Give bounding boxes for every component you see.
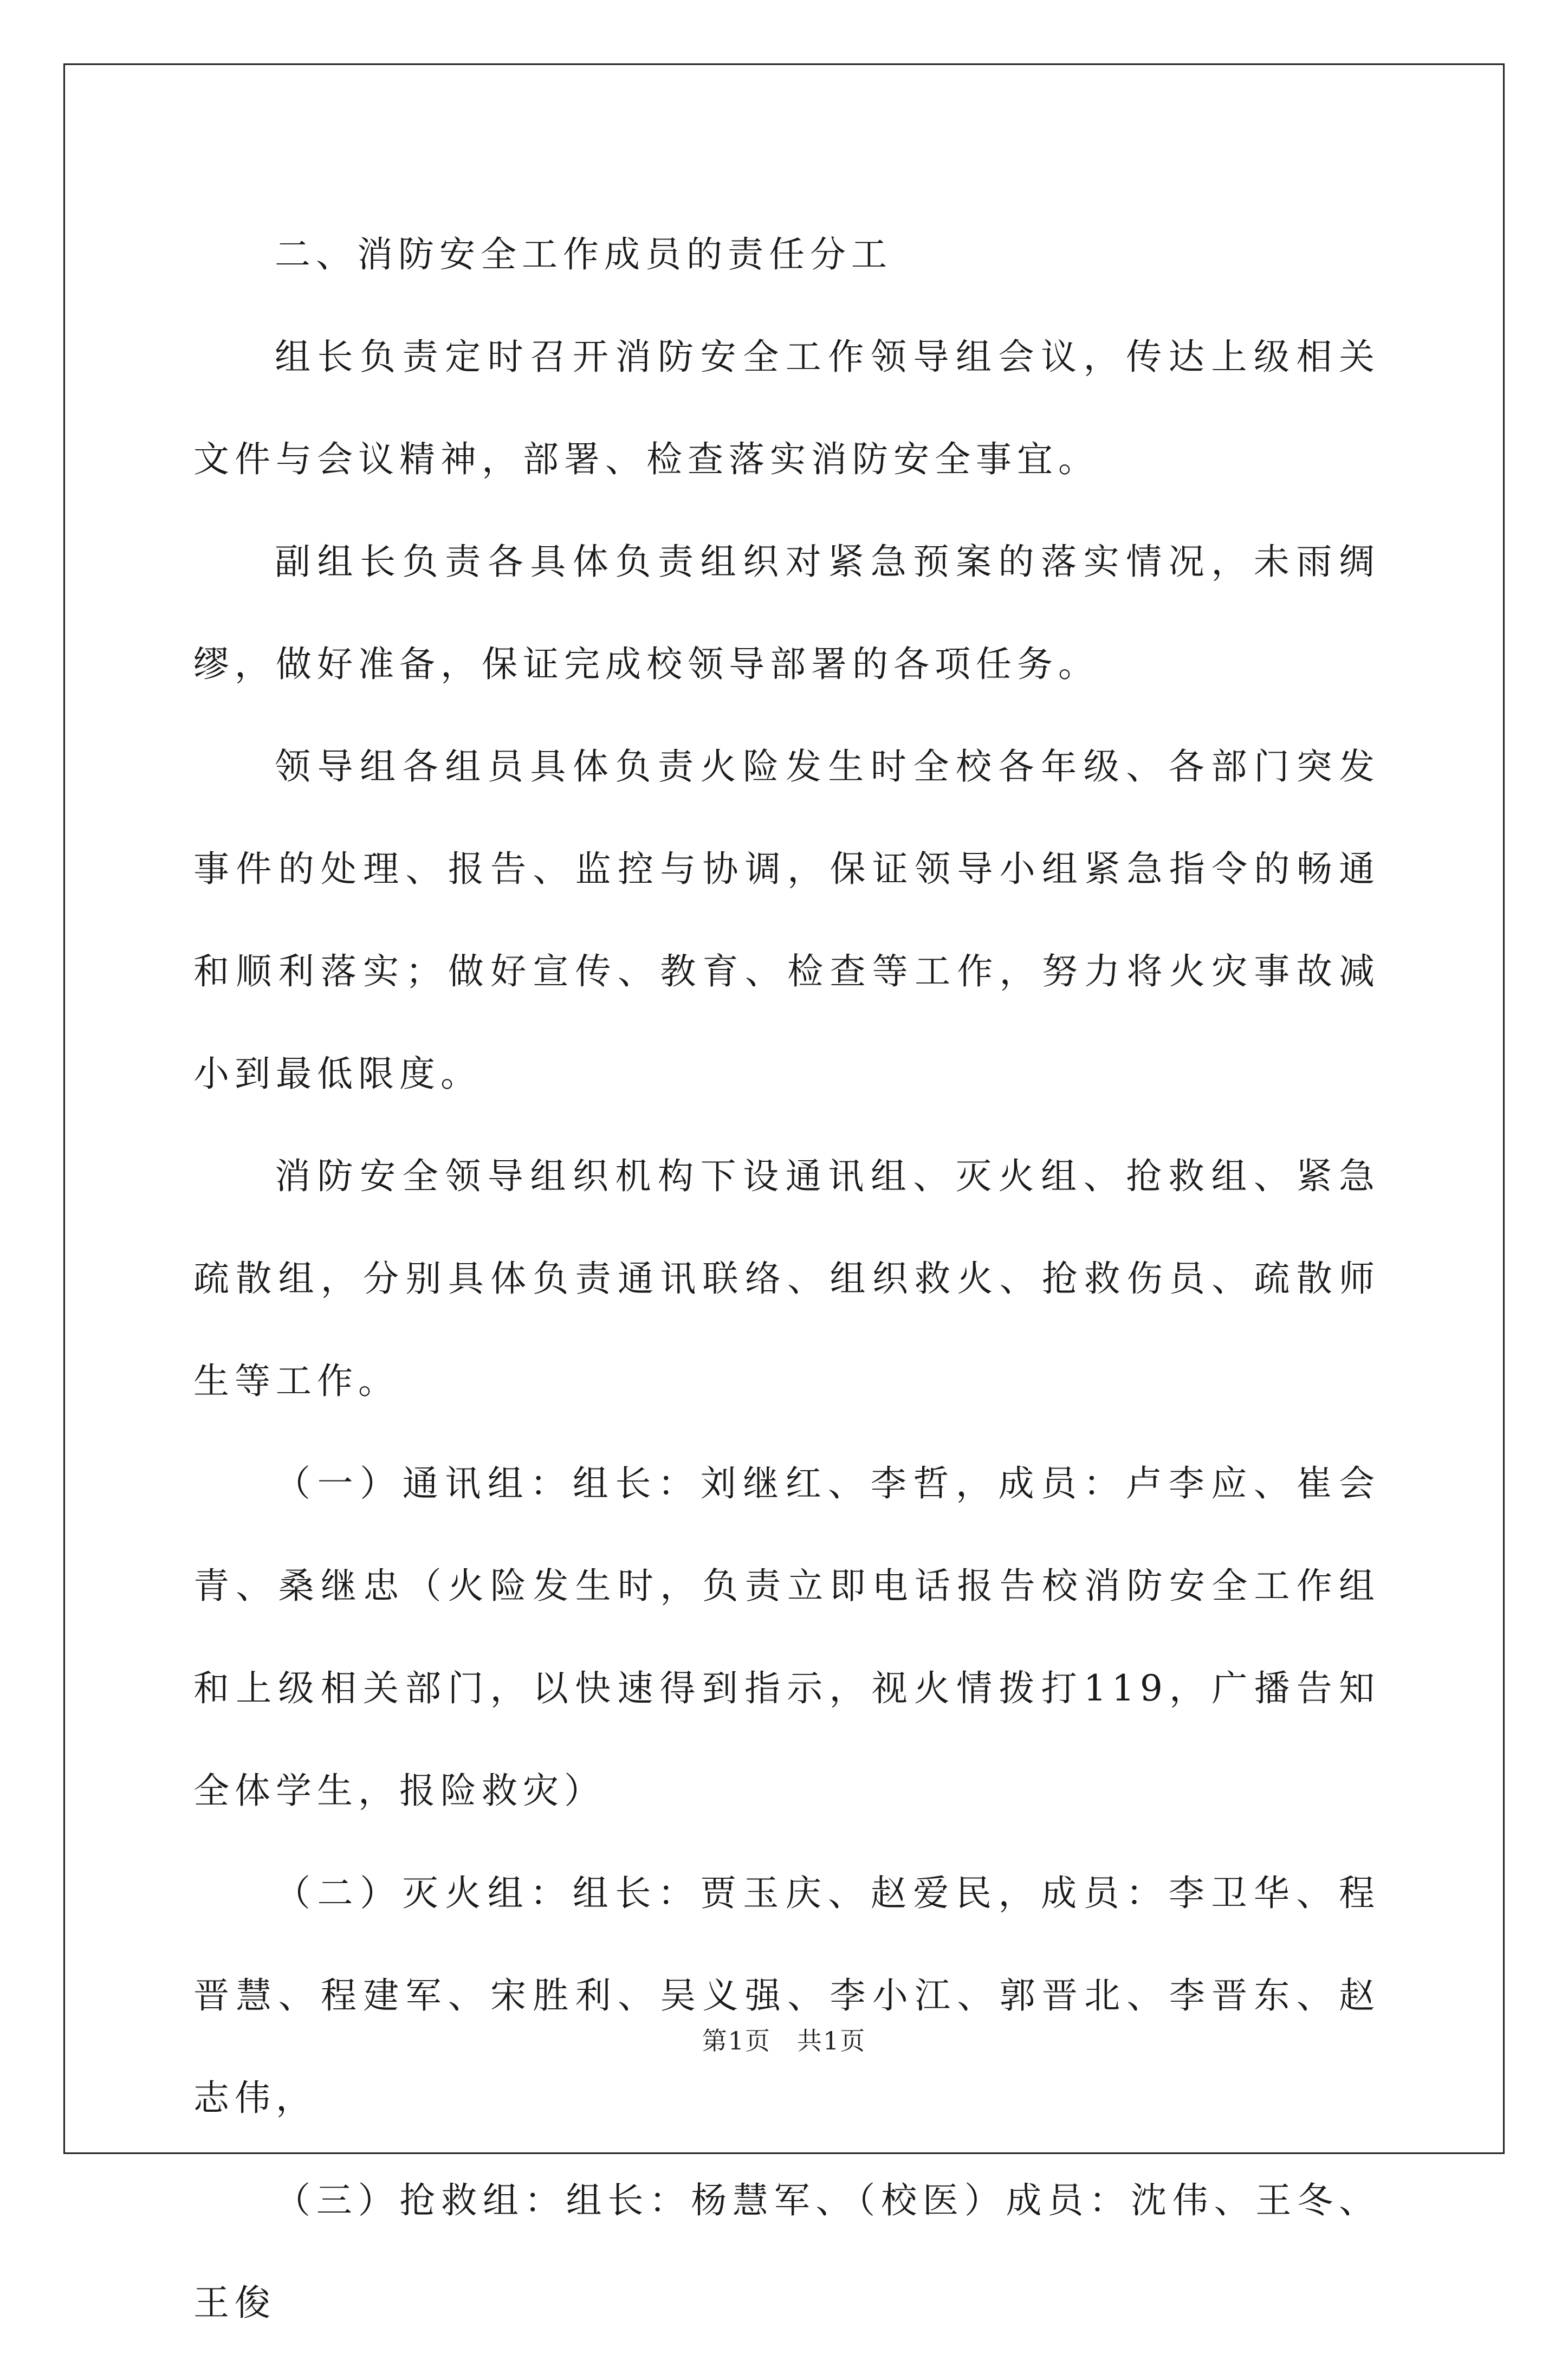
section-heading: 二、消防安全工作成员的责任分工 xyxy=(275,234,892,275)
paragraph-leader-duties: 组长负责定时召开消防安全工作领导组会议，传达上级相关文件与会议精神，部署、检查落实消防安全事宜。 xyxy=(193,336,1380,480)
paragraph-subgroups: 消防安全领导组织机构下设通讯组、灭火组、抢救组、紧急疏散组，分别具体负责通讯联络、组织救火、抢救伤员、疏散师生等工作。 xyxy=(193,1155,1380,1402)
paragraph-member-duties: 领导组各组员具体负责火险发生时全校各年级、各部门突发事件的处理、报告、监控与协调，保证领导小组紧急指令的畅通和顺利落实；做好宣传、教育、检查等工作，努力将火灾事故减小到最低限度。 xyxy=(193,746,1380,1095)
paragraph-communication-group: （一）通讯组：组长：刘继红、李哲，成员：卢李应、崔会青、桑继忠（火险发生时，负责立即电话报告校消防安全工作组和上级相关部门，以快速得到指示，视火情拨打119，广播告知全体学生，报险救灾） xyxy=(193,1463,1380,1812)
paragraph-firefighting-group: （二）灭火组：组长：贾玉庆、赵爱民，成员：李卫华、程晋慧、程建军、宋胜利、吴义强、李小江、郭晋北、李晋东、赵志伟， xyxy=(193,1872,1380,2119)
paragraph-deputy-duties: 副组长负责各具体负责组织对紧急预案的落实情况，未雨绸缪，做好准备，保证完成校领导部署的各项任务。 xyxy=(193,541,1380,685)
paragraph-rescue-group: （三）抢救组：组长：杨慧军、（校医）成员：沈伟、王冬、王俊 xyxy=(193,2180,1380,2324)
page-footer: 第1页 共1页 xyxy=(702,2026,866,2055)
